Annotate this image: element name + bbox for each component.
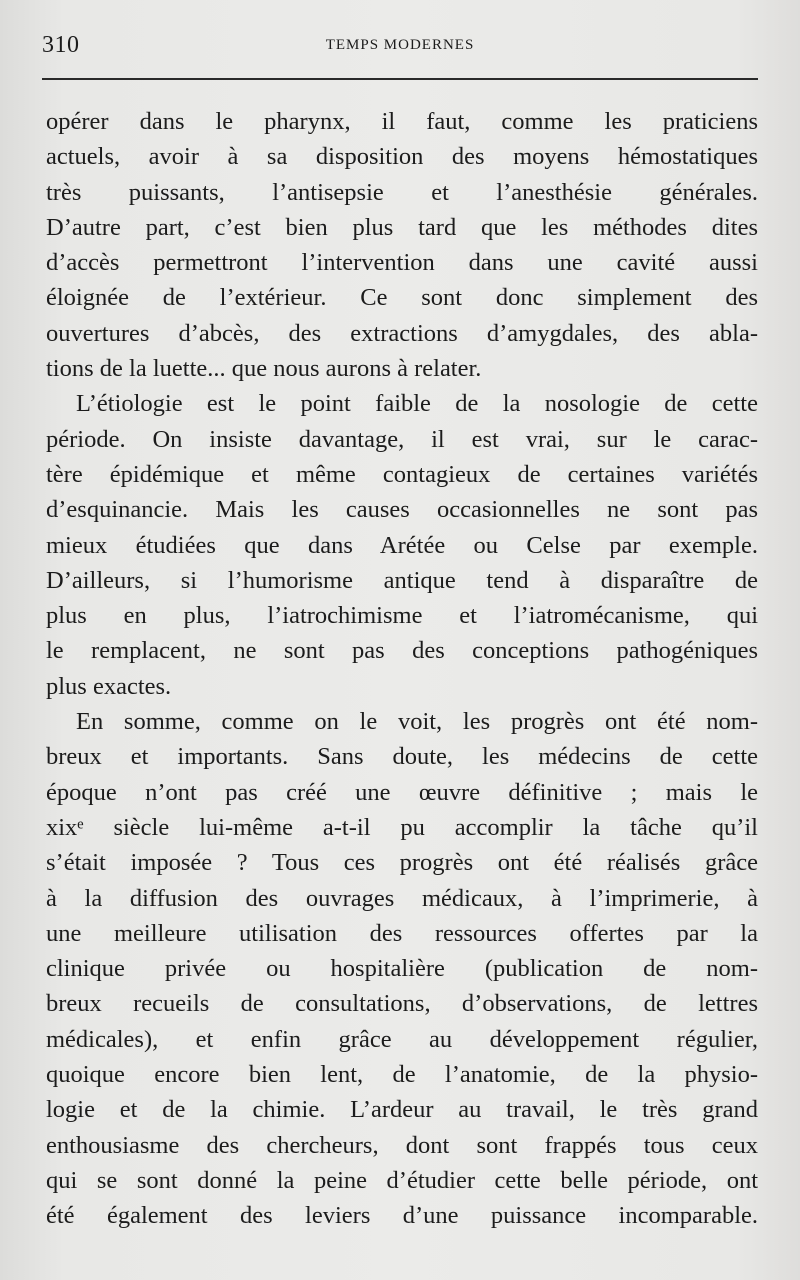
text-line: plus en plus, l’iatrochimisme et l’iatromécanisme, qui	[46, 602, 758, 630]
text-line: xixᵉ siècle lui-même a-t-il pu accomplir la tâche qu’il	[46, 813, 758, 841]
text-line: tère épidémique et même contagieux de certaines variétés	[46, 460, 758, 488]
text-line: clinique privée ou hospitalière (publication de nom-	[46, 955, 758, 983]
text-line: opérer dans le pharynx, il faut, comme les praticiens	[46, 108, 758, 135]
paragraph	[46, 104, 758, 386]
page-number: 310	[42, 32, 80, 58]
text-line: qui se sont donné la peine d’étudier cette belle période, ont	[46, 1166, 758, 1194]
text-line: été également des leviers d’une puissance incomparable.	[46, 1202, 758, 1230]
text-line: mieux étudiées que dans Arétée ou Celse par exemple.	[46, 531, 758, 559]
text-line: très puissants, l’antisepsie et l’anesthésie générales.	[46, 178, 758, 206]
text-line: breux et importants. Sans doute, les médecins de cette	[46, 743, 758, 771]
text-line: éloignée de l’extérieur. Ce sont donc simplement des	[46, 284, 758, 312]
paragraph	[46, 386, 758, 704]
text-line: époque n’ont pas créé une œuvre définitive ; mais le	[46, 778, 758, 806]
text-line: breux recueils de consultations, d’observations, de lettres	[46, 990, 758, 1018]
page-header	[42, 30, 758, 66]
text-line: D’ailleurs, si l’humorisme antique tend à disparaître de	[46, 566, 758, 594]
text-line: une meilleure utilisation des ressources offertes par la	[46, 919, 758, 947]
text-line: En somme, comme on le voit, les progrès ont été nom-	[76, 708, 758, 736]
body-text	[46, 104, 758, 1234]
text-line: ouvertures d’abcès, des extractions d’amygdales, des abla-	[46, 319, 758, 347]
text-line: D’autre part, c’est bien plus tard que les méthodes dites	[46, 213, 758, 241]
text-line: s’était imposée ? Tous ces progrès ont été réalisés grâce	[46, 849, 758, 877]
text-line: logie et de la chimie. L’ardeur au travail, le très grand	[46, 1096, 758, 1124]
running-head: TEMPS MODERNES	[325, 37, 475, 53]
text-line: plus exactes.	[46, 672, 172, 700]
text-line: actuels, avoir à sa disposition des moyens hémostatiques	[46, 143, 758, 171]
text-line: tions de la luette... que nous aurons à relater.	[46, 355, 482, 383]
text-line: L’étiologie est le point faible de la nosologie de cette	[76, 390, 758, 418]
header-rule	[42, 78, 758, 80]
text-line: enthousiasme des chercheurs, dont sont frappés tous ceux	[46, 1131, 758, 1159]
text-line: médicales), et enfin grâce au développement régulier,	[46, 1025, 758, 1053]
text-line: d’accès permettront l’intervention dans une cavité aussi	[46, 249, 758, 277]
paragraph	[46, 704, 758, 1233]
text-line: d’esquinancie. Mais les causes occasionnelles ne sont pas	[46, 496, 758, 524]
text-line: quoique encore bien lent, de l’anatomie, de la physio-	[46, 1061, 758, 1089]
text-line: période. On insiste davantage, il est vrai, sur le carac-	[46, 425, 758, 453]
text-line: à la diffusion des ouvrages médicaux, à l’imprimerie, à	[46, 884, 758, 912]
text-line: le remplacent, ne sont pas des conceptions pathogéniques	[46, 637, 758, 665]
